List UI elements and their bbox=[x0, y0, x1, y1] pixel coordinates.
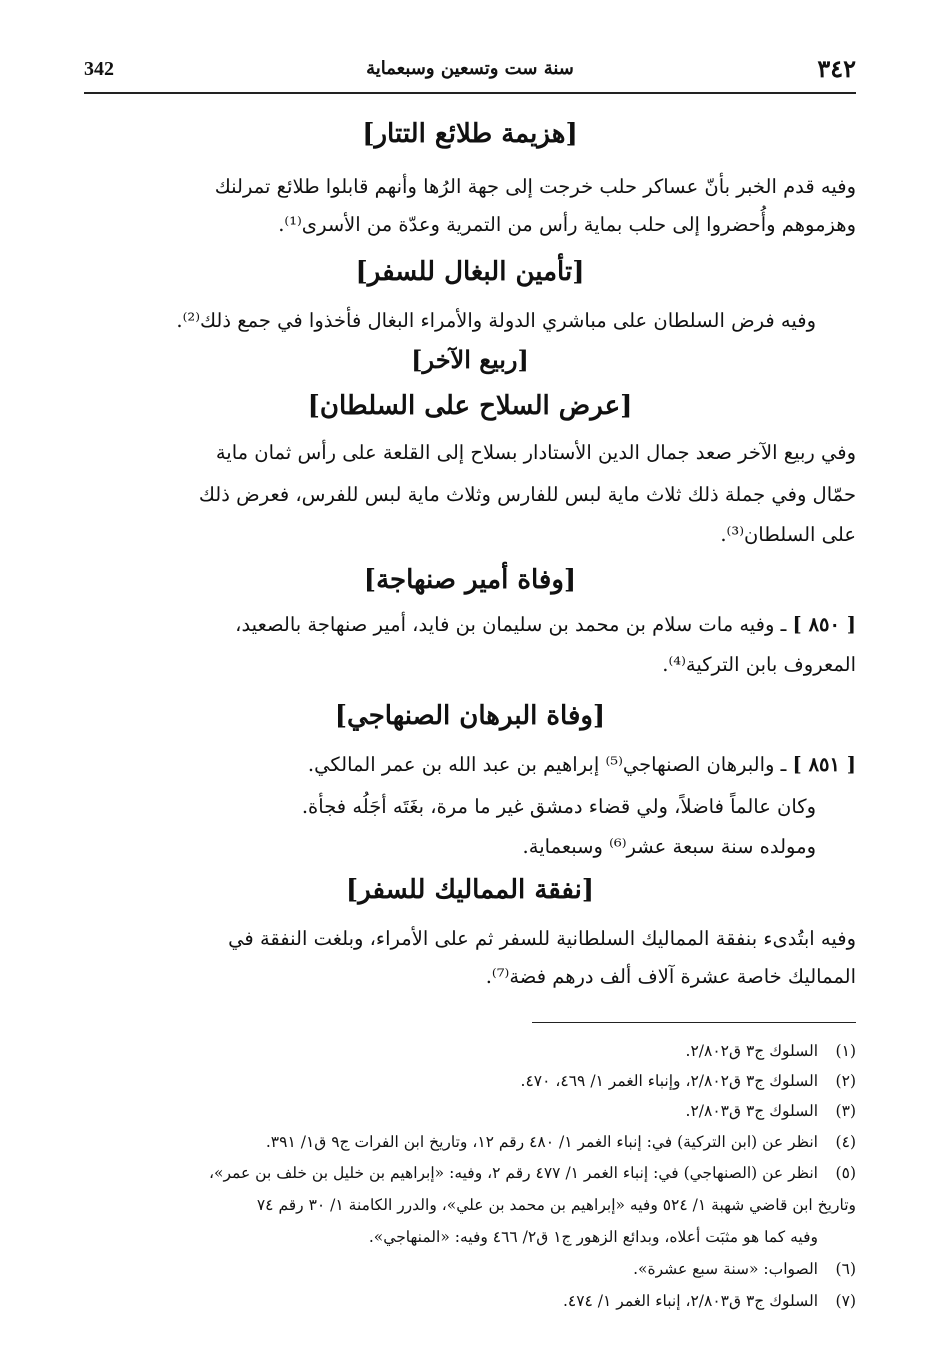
paragraph-line: حمّال وفي جملة ذلك ثلاث ماية لبس للفارس وثلاث ماية لبس للفرس، فعرض ذلك bbox=[198, 483, 856, 506]
footnote-text: السلوك ج٣ ق٢/٨٠٣. bbox=[685, 1102, 818, 1120]
footnote-rule bbox=[532, 1022, 856, 1023]
paragraph-line: وهزموهم وأُحضروا إلى حلب بماية رأس من التمرية وعدّة من الأسرى⁽¹⁾. bbox=[278, 213, 856, 236]
footnote-number: (٦) bbox=[835, 1260, 856, 1278]
entry-text: ـ والبرهان الصنهاجي⁽⁵⁾ إبراهيم بن عبد الله بن عمر المالكي. bbox=[307, 753, 787, 776]
entry-number: [ ٨٥٠ ] bbox=[792, 613, 856, 636]
section-heading-weapons: [عرض السلاح على السلطان] bbox=[307, 391, 633, 421]
page-number-latin: 342 bbox=[84, 58, 114, 80]
section-heading-tatar-defeat: [هزيمة طلائع التتار] bbox=[362, 119, 578, 149]
footnote-text: السلوك ج٣ ق٢/٨٠٢، وإنباء الغمر ١/ ٤٦٩، ٤٧٠. bbox=[520, 1072, 818, 1090]
footnote-5-continued: وفيه كما هو مثبَت أعلاه، وبدائع الزهور ج١ ق٢/ ٤٦٦ وفيه: «المنهاجي». bbox=[368, 1228, 818, 1246]
footnote-5 bbox=[84, 1158, 856, 1189]
footnote-text: الصواب: «سنة سبع عشرة». bbox=[633, 1260, 818, 1278]
section-heading-month: [ربيع الآخر] bbox=[411, 345, 529, 374]
entry-line bbox=[84, 744, 856, 786]
paragraph-line: المماليك خاصة عشرة آلاف ألف درهم فضة⁽⁷⁾. bbox=[485, 965, 856, 988]
footnote-text: السلوك ج٣ ق٢/٨٠٣، إنباء الغمر ١/ ٤٧٤. bbox=[562, 1292, 818, 1310]
paragraph-line: وفيه ابتُدىء بنفقة المماليك السلطانية للسفر ثم على الأمراء، وبلغت النفقة في bbox=[228, 927, 856, 950]
page-number-arabic: ٣٤٢ bbox=[817, 54, 856, 83]
footnote-1 bbox=[84, 1036, 856, 1067]
section-heading-burhan-death: [وفاة البرهان الصنهاجي] bbox=[334, 701, 606, 731]
footnote-5-continued: وتاريخ ابن قاضي شهبة ١/ ٥٢٤ وفيه «إبراهيم بن محمد بن علي»، والدرر الكامنة ١/ ٣٠ رقم ٧٤ bbox=[256, 1196, 856, 1214]
paragraph-line: وفي ربيع الآخر صعد جمال الدين الأستادار بسلاح إلى القلعة على رأس ثمان ماية bbox=[215, 441, 856, 464]
section-heading-mules: [تأمين البغال للسفر] bbox=[355, 257, 585, 287]
paragraph-line: المعروف بابن التركية⁽⁴⁾. bbox=[662, 653, 856, 676]
footnote-number: (٢) bbox=[835, 1072, 856, 1090]
page-header bbox=[84, 54, 856, 90]
footnote-6 bbox=[84, 1254, 856, 1285]
running-title: سنة ست وتسعين وسبعماية bbox=[366, 58, 574, 79]
header-rule bbox=[84, 92, 856, 94]
paragraph-line: وفيه فرض السلطان على مباشري الدولة والأمراء البغال فأخذوا في جمع ذلك⁽²⁾. bbox=[176, 309, 816, 332]
footnote-number: (٧) bbox=[835, 1292, 856, 1310]
entry-text: ـ وفيه مات سلام بن محمد بن سليمان بن فايد، أمير صنهاجة بالصعيد، bbox=[235, 613, 787, 636]
footnote-number: (٣) bbox=[835, 1102, 856, 1120]
footnote-2 bbox=[84, 1066, 856, 1097]
footnote-number: (١) bbox=[835, 1042, 856, 1060]
footnote-text: السلوك ج٣ ق٢/٨٠٢. bbox=[685, 1042, 818, 1060]
paragraph-line: وكان عالماً فاضلاً، ولي قضاء دمشق غير ما مرة، بغَتَه أجَلُه فجأة. bbox=[301, 795, 816, 818]
paragraph-line: ومولده سنة سبعة عشر⁽⁶⁾ وسبعماية. bbox=[522, 835, 816, 858]
paragraph-line: وفيه قدم الخبر بأنّ عساكر حلب خرجت إلى جهة الرُها وأنهم قابلوا طلائع تمرلنك bbox=[214, 175, 856, 198]
section-heading-mamluk-pay: [نفقة المماليك للسفر] bbox=[345, 875, 595, 905]
entry-line bbox=[84, 604, 856, 646]
section-heading-emir-death: [وفاة أمير صنهاجة] bbox=[363, 565, 577, 595]
footnote-number: (٥) bbox=[835, 1164, 856, 1182]
footnote-3 bbox=[84, 1096, 856, 1127]
entry-number: [ ٨٥١ ] bbox=[792, 753, 856, 776]
footnote-text: انظر عن (الصنهاجي) في: إنباء الغمر ١/ ٤٧٧ رقم ٢، وفيه: «إبراهيم بن خليل بن خلف بن عمر»، bbox=[209, 1164, 818, 1182]
footnote-4 bbox=[84, 1127, 856, 1158]
paragraph-line: على السلطان⁽³⁾. bbox=[720, 523, 856, 546]
footnote-7 bbox=[84, 1286, 856, 1317]
footnote-text: انظر عن (ابن التركية) في: إنباء الغمر ١/ ٤٨٠ رقم ١٢، وتاريخ ابن الفرات ج٩ ق١/ ٣٩١. bbox=[265, 1133, 818, 1151]
footnote-number: (٤) bbox=[835, 1133, 856, 1151]
